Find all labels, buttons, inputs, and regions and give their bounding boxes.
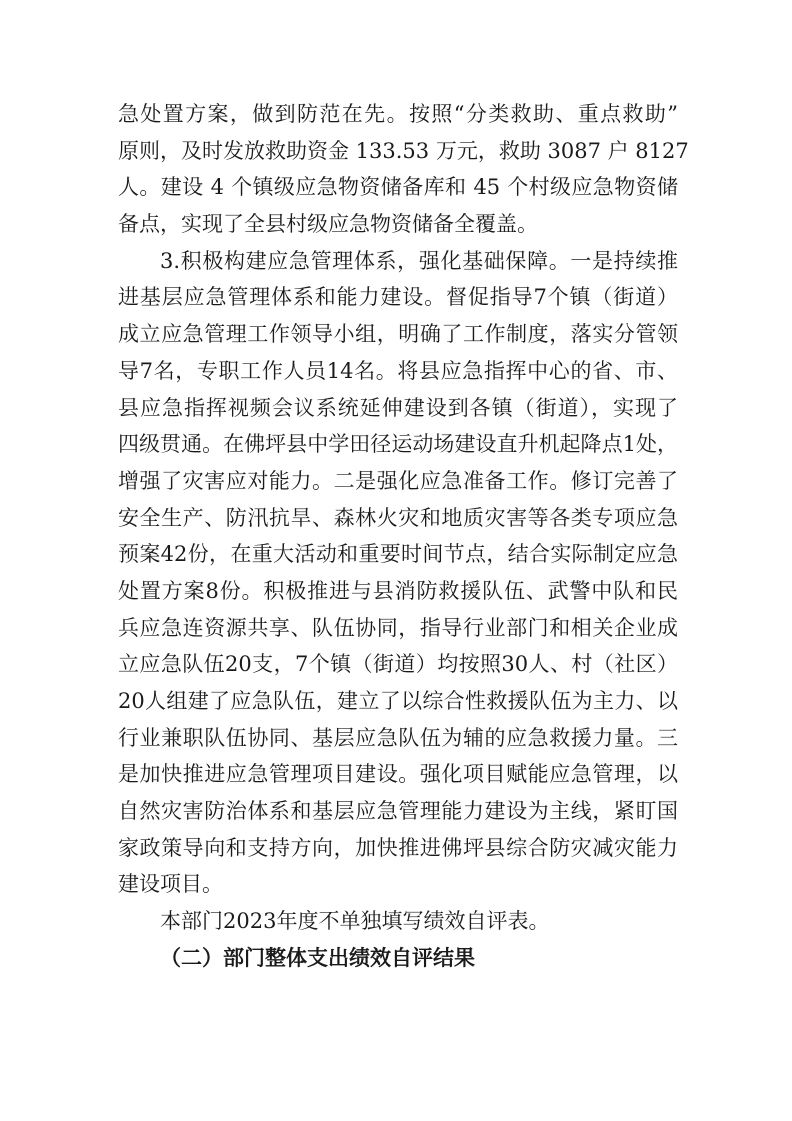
paragraph-line: 原则，及时发放救助资金 133.53 万元，救助 3087 户 8127 xyxy=(118,138,689,163)
paragraph-line: 建设项目。 xyxy=(118,872,223,897)
paragraph-line: 导7名，专职工作人员14名。将县应急指挥中心的省、市、 xyxy=(118,358,678,383)
paragraph-line: 备点，实现了全县村级应急物资储备全覆盖。 xyxy=(118,212,538,237)
paragraph-line: 立应急队伍20支，7个镇（街道）均按照30人、村（社区） xyxy=(118,652,678,677)
paragraph-line: 四级贯通。在佛坪县中学田径运动场建设直升机起降点1处， xyxy=(118,432,678,457)
paragraph-line: 人。建设 4 个镇级应急物资储备库和 45 个村级应急物资储 xyxy=(118,175,678,200)
paragraph-line: 是加快推进应急管理项目建设。强化项目赋能应急管理，以 xyxy=(118,762,678,787)
paragraph-line: 成立应急管理工作领导小组，明确了工作制度，落实分管领 xyxy=(118,322,678,347)
paragraph-line: 县应急指挥视频会议系统延伸建设到各镇（街道），实现了 xyxy=(118,395,678,420)
paragraph-line: 进基层应急管理体系和能力建设。督促指导7个镇（街道） xyxy=(118,285,678,310)
paragraph-line: 急处置方案，做到防范在先。按照“分类救助、重点救助” xyxy=(118,102,678,126)
paragraph-line: 本部门2023年度不单独填写绩效自评表。 xyxy=(160,909,550,934)
paragraph-line: 3.积极构建应急管理体系，强化基础保障。一是持续推 xyxy=(160,248,678,273)
paragraph-line: 20人组建了应急队伍，建立了以综合性救援队伍为主力、以 xyxy=(118,689,678,713)
paragraph-line: 预案42份，在重大活动和重要时间节点，结合实际制定应急 xyxy=(118,542,678,567)
paragraph-line: 增强了灾害应对能力。二是强化应急准备工作。修订完善了 xyxy=(118,468,678,493)
paragraph-line: 行业兼职队伍协同、基层应急队伍为辅的应急救援力量。三 xyxy=(118,725,678,750)
paragraph-line: 自然灾害防治体系和基层应急管理能力建设为主线，紧盯国 xyxy=(118,799,678,824)
section-heading: （二）部门整体支出绩效自评结果 xyxy=(160,944,475,970)
paragraph-line: 兵应急连资源共享、队伍协同，指导行业部门和相关企业成 xyxy=(118,615,678,640)
paragraph-line: 处置方案8份。积极推进与县消防救援队伍、武警中队和民 xyxy=(118,578,678,603)
paragraph-line: 安全生产、防汛抗旱、森林火灾和地质灾害等各类专项应急 xyxy=(118,505,678,530)
body-text xyxy=(118,96,689,977)
paragraph-line: 家政策导向和支持方向，加快推进佛坪县综合防灾减灾能力 xyxy=(118,835,678,860)
